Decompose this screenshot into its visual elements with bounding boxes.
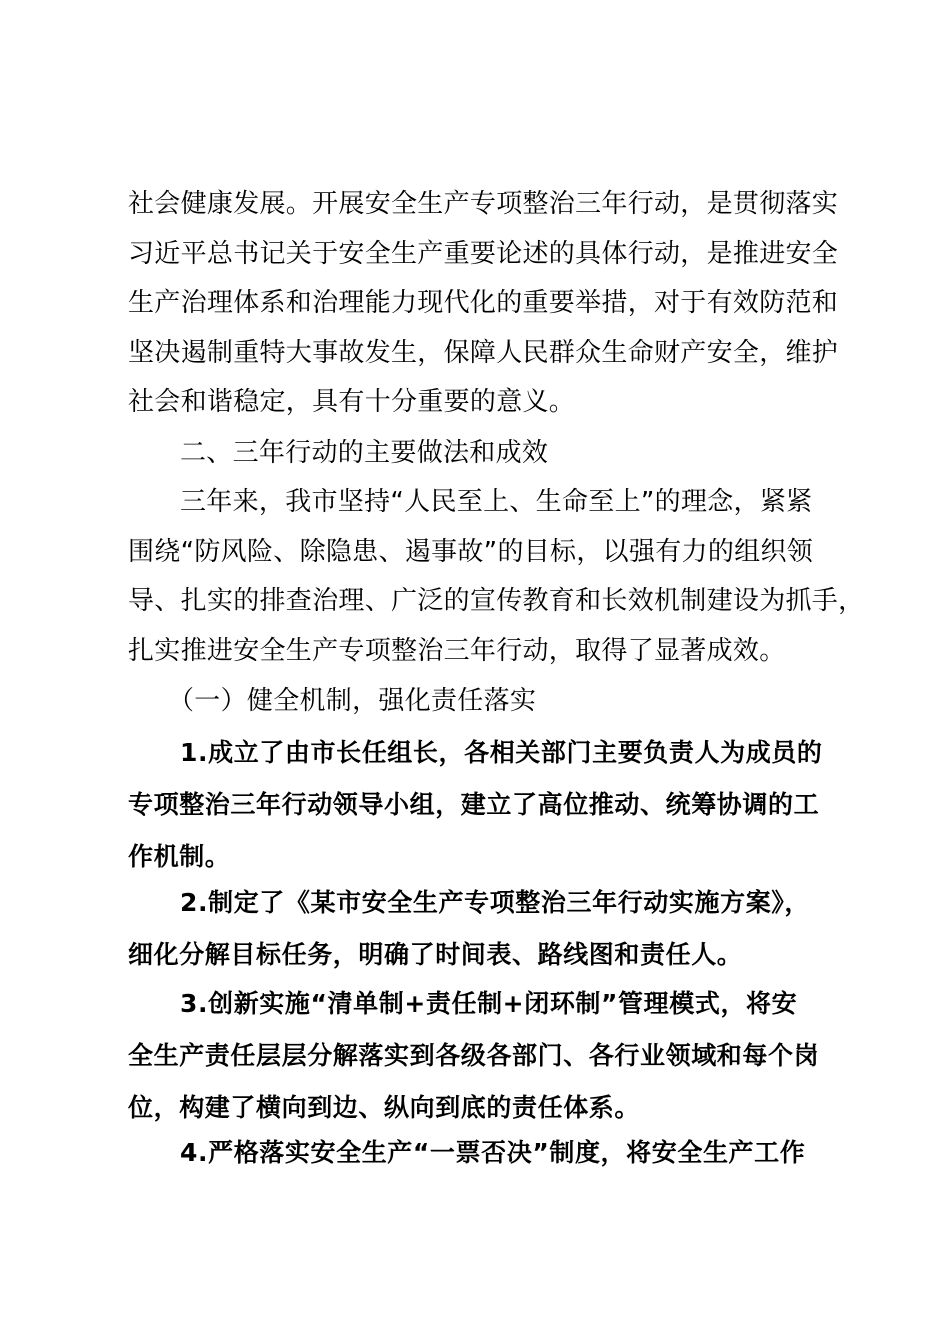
text-line: 2.制定了《某市安全生产专项整治三年行动实施方案》，	[180, 888, 810, 917]
text-line: 3.创新实施“清单制+责任制+闭环制”管理模式，将安	[180, 989, 798, 1018]
text-line: 围绕“防风险、除隐患、遏事故”的目标，以强有力的组织领	[128, 536, 814, 567]
subsection-heading-1	[128, 677, 838, 727]
subheading-text: （一）健全机制，强化责任落实	[168, 686, 537, 716]
text-line: 习近平总书记关于安全生产重要论述的具体行动，是推进安全	[128, 238, 839, 269]
text-line: 位，构建了横向到边、纵向到底的责任体系。	[128, 1093, 641, 1122]
text-line: 专项整治三年行动领导小组，建立了高位推动、统筹协调的工	[128, 790, 820, 819]
item-3	[128, 978, 838, 1134]
text-line: 4.严格落实安全生产“一票否决”制度，将安全生产工作	[180, 1138, 806, 1167]
paragraph-overview	[128, 478, 865, 676]
text-line: 全生产责任层层分解落实到各级各部门、各行业领域和每个岗	[128, 1041, 820, 1070]
text-line: 社会健康发展。开展安全生产专项整治三年行动，是贯彻落实	[128, 189, 839, 219]
heading-text: 二、三年行动的主要做法和成效	[180, 438, 549, 468]
text-line: 1.成立了由市长任组长，各相关部门主要负责人为成员的	[180, 738, 823, 767]
text-line: 三年来，我市坚持“人民至上、生命至上”的理念，紧紧	[180, 487, 813, 517]
text-line: 导、扎实的排查治理、广泛的宣传教育和长效机制建设为抓手，	[128, 586, 865, 616]
paragraph-intro	[128, 180, 838, 428]
text-line: 生产治理体系和治理能力现代化的重要举措，对于有效防范和	[128, 288, 839, 318]
section-heading-2	[128, 429, 838, 479]
text-line: 社会和谐稳定，具有十分重要的意义。	[128, 387, 576, 417]
item-1	[128, 727, 838, 883]
item-4	[128, 1127, 838, 1179]
item-2	[128, 877, 838, 981]
text-line: 细化分解目标任务，明确了时间表、路线图和责任人。	[128, 940, 743, 969]
text-line: 坚决遏制重特大事故发生，保障人民群众生命财产安全，维护	[128, 337, 839, 368]
text-line: 扎实推进安全生产专项整治三年行动，取得了显著成效。	[128, 635, 786, 666]
text-line: 作机制。	[128, 842, 231, 871]
